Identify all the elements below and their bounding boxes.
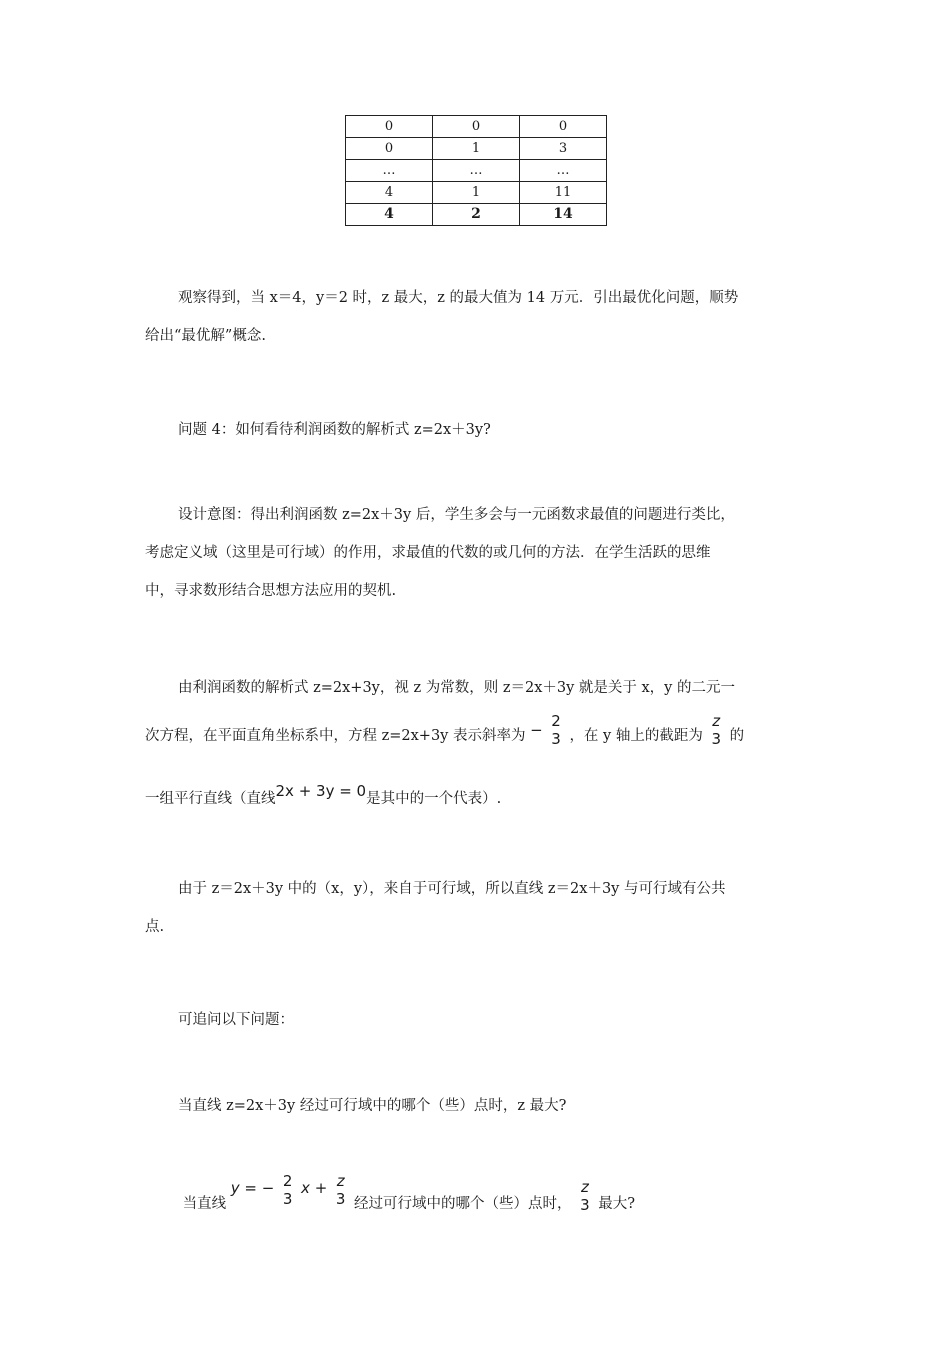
table-cell: 11 xyxy=(520,182,607,204)
paragraph-design-intent: 设计意图：得出利润函数 z=2x＋3y 后，学生多会与一元函数求最值的问题进行类比， 考虑定义域（这里是可行域）的作用，求最值的代数的或几何的方法．在学生活跃的思维 中，寻求数形结合思想方法应用的契机. xyxy=(145,507,735,599)
table-cell: 3 xyxy=(520,138,607,160)
table-cell: 1 xyxy=(433,182,520,204)
table-row xyxy=(346,182,607,204)
minus-sign: − xyxy=(530,721,543,739)
table-row xyxy=(346,204,607,226)
table-cell: 0 xyxy=(346,116,433,138)
table-row xyxy=(346,160,607,182)
table-row xyxy=(346,116,607,138)
line-equation: 2x + 3y = 0 xyxy=(275,782,367,800)
table-cell: … xyxy=(520,160,607,182)
z-over-3-fraction: z 3 xyxy=(335,1172,346,1208)
table-cell: … xyxy=(433,160,520,182)
equation-mid: x + xyxy=(301,1179,328,1197)
paragraph-question-z-max: 当直线 z=2x＋3y 经过可行域中的哪个（些）点时，z 最大? xyxy=(178,1098,567,1114)
equation-lhs: y = − xyxy=(230,1179,275,1197)
coefficient-fraction: 2 3 xyxy=(282,1172,293,1208)
paragraph-feasible-region: 由于 z＝2x＋3y 中的（x，y），来自于可行域，所以直线 z＝2x＋3y 与可行域有公共 点. xyxy=(145,881,726,935)
paragraph-linear-equation-line2: 次方程，在平面直角坐标系中，方程 z=2x+3y 表示斜率为 − 2 3 ，在 y 轴上的截距为 z 3 的 xyxy=(145,712,825,754)
table-cell: 4 xyxy=(346,204,433,226)
z-over-3-fraction-2: z 3 xyxy=(580,1178,590,1214)
table-row xyxy=(346,138,607,160)
values-table xyxy=(345,115,607,226)
paragraph-follow-up: 可追问以下问题： xyxy=(178,1012,294,1028)
table-cell: 14 xyxy=(520,204,607,226)
paragraph-question-4: 问题 4：如何看待利润函数的解析式 z=2x＋3y? xyxy=(178,422,491,438)
table-cell: 4 xyxy=(346,182,433,204)
table-cell: 2 xyxy=(433,204,520,226)
table-cell: … xyxy=(346,160,433,182)
table-cell: 0 xyxy=(520,116,607,138)
intercept-fraction: z 3 xyxy=(711,712,722,748)
table-cell: 1 xyxy=(433,138,520,160)
slope-fraction: 2 3 xyxy=(551,712,561,748)
paragraph-question-intercept-max: 当直线 y = − 2 3 x + z 3 经过可行域中的哪个（些）点时， z 3 最大? xyxy=(182,1172,636,1214)
table-cell: 0 xyxy=(346,138,433,160)
paragraph-observation: 观察得到，当 x＝4，y＝2 时，z 最大，z 的最大值为 14 万元．引出最优化问题，顺势 给出“最优解”概念. xyxy=(145,290,739,344)
table-cell: 0 xyxy=(433,116,520,138)
paragraph-linear-equation: 由利润函数的解析式 z=2x+3y，视 z 为常数，则 z＝2x＋3y 就是关于 x，y 的二元一 xyxy=(178,680,735,696)
paragraph-linear-equation-line3: 一组平行直线（直线2x + 3y = 0是其中的一个代表）. xyxy=(145,780,825,810)
